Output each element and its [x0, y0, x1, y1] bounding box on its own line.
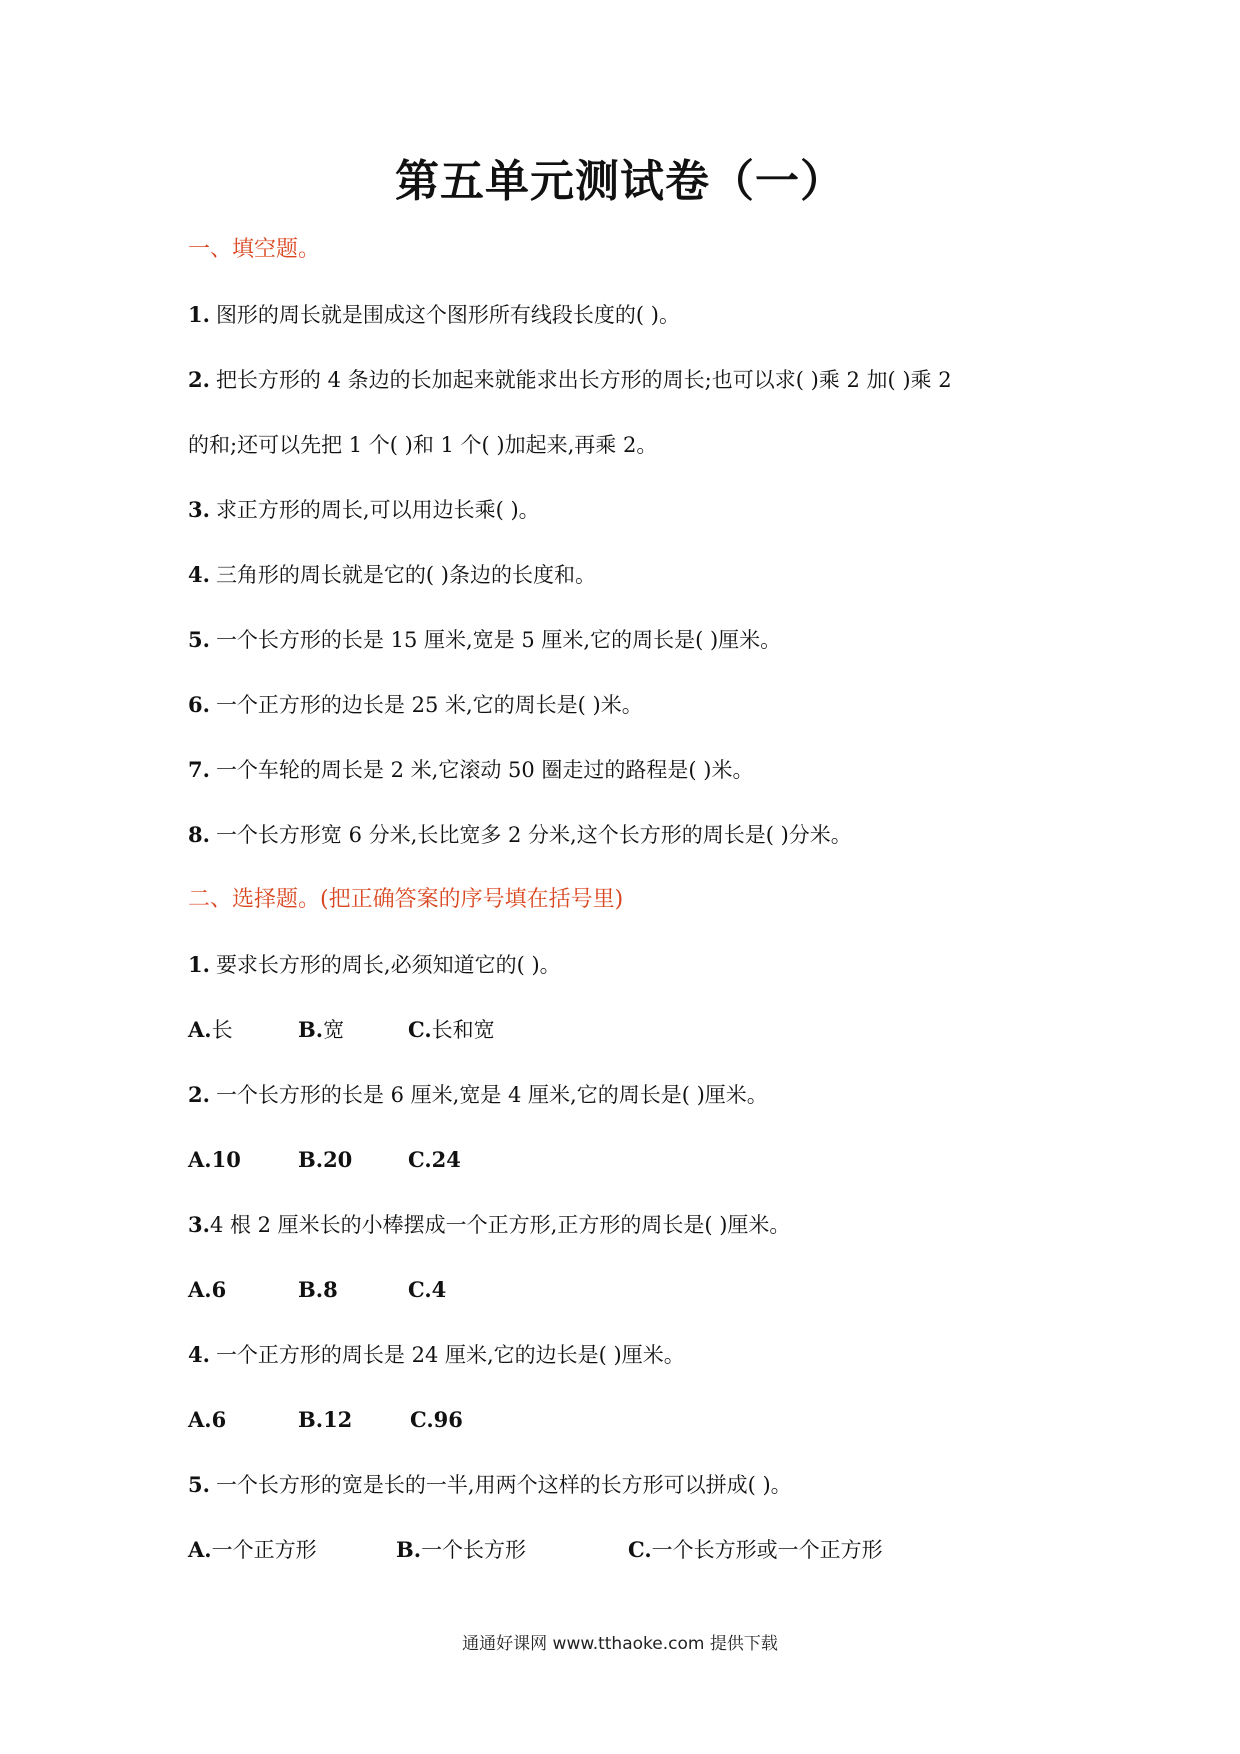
question-text: 一个正方形的周长是 24 厘米,它的边长是( )厘米。: [215, 1343, 685, 1367]
page-title: 第五单元测试卷（一）: [395, 156, 845, 207]
choice-question-3: [188, 1209, 790, 1241]
question-text: 一个车轮的周长是 2 米,它滚动 50 圈走过的路程是( )米。: [215, 758, 754, 782]
option-c: C.24: [408, 1147, 461, 1172]
option-b: B.宽: [298, 1017, 345, 1042]
question-text: 求正方形的周长,可以用边长乘( )。: [215, 498, 540, 522]
question-number: 7.: [188, 757, 210, 782]
question-text: 图形的周长就是围成这个图形所有线段长度的( )。: [215, 303, 680, 327]
question-text: 把长方形的 4 条边的长加起来就能求出长方形的周长;也可以求( )乘 2 加( )乘 2: [215, 368, 952, 392]
footer-source: 通通好课网 www.tthaoke.com 提供下载: [462, 1634, 778, 1654]
fill-blank-question-5: [188, 624, 781, 656]
fill-blank-question-7: [188, 754, 753, 786]
question-text: 一个长方形的长是 6 厘米,宽是 4 厘米,它的周长是( )厘米。: [215, 1083, 768, 1107]
question-number: 2.: [188, 1082, 210, 1107]
question-text: 一个长方形的宽是长的一半,用两个这样的长方形可以拼成( )。: [215, 1473, 792, 1497]
option-c: C.4: [408, 1277, 447, 1302]
section-heading-fill-blank: 一、填空题。: [188, 237, 321, 262]
question-number: 2.: [188, 367, 210, 392]
question-number: 1.: [188, 302, 210, 327]
option-b: B.20: [298, 1147, 353, 1172]
option-b: B.一个长方形: [396, 1537, 527, 1562]
question-number: 5.: [188, 1472, 210, 1497]
question-number: 4.: [188, 1342, 210, 1367]
fill-blank-question-2: [188, 364, 952, 396]
option-c: C.96: [410, 1407, 463, 1432]
fill-blank-question-2-continued: [188, 429, 657, 461]
choice-question-5: [188, 1469, 792, 1501]
question-text: 一个正方形的边长是 25 米,它的周长是( )米。: [215, 693, 643, 717]
question-text: 三角形的周长就是它的( )条边的长度和。: [215, 563, 596, 587]
question-number: 3.: [188, 497, 210, 522]
option-b: B.12: [298, 1407, 353, 1432]
question-number: 6.: [188, 692, 210, 717]
question-text: 一个长方形宽 6 分米,长比宽多 2 分米,这个长方形的周长是( )分米。: [215, 823, 852, 847]
fill-blank-question-3: [188, 494, 540, 526]
option-c: C.一个长方形或一个正方形: [628, 1537, 883, 1562]
section-heading-multiple-choice: 二、选择题。(把正确答案的序号填在括号里): [188, 887, 624, 912]
option-a: A.6: [188, 1277, 227, 1302]
question-number: 8.: [188, 822, 210, 847]
question-number: 5.: [188, 627, 210, 652]
fill-blank-question-6: [188, 689, 643, 721]
question-number: 4.: [188, 562, 210, 587]
question-text: 的和;还可以先把 1 个( )和 1 个( )加起来,再乘 2。: [188, 433, 658, 457]
question-number: 1.: [188, 952, 210, 977]
choice-question-2: [188, 1079, 768, 1111]
option-a: A.6: [188, 1407, 227, 1432]
question-text: 要求长方形的周长,必须知道它的( )。: [215, 953, 561, 977]
choice-question-1: [188, 949, 561, 981]
fill-blank-question-1: [188, 299, 680, 331]
option-a: A.长: [188, 1017, 233, 1042]
option-a: A.一个正方形: [188, 1537, 317, 1562]
choice-question-4: [188, 1339, 685, 1371]
question-text: 4 根 2 厘米长的小棒摆成一个正方形,正方形的周长是( )厘米。: [209, 1213, 791, 1237]
question-number: 3.: [188, 1212, 210, 1237]
fill-blank-question-4: [188, 559, 596, 591]
option-b: B.8: [298, 1277, 338, 1302]
question-text: 一个长方形的长是 15 厘米,宽是 5 厘米,它的周长是( )厘米。: [215, 628, 782, 652]
option-a: A.10: [188, 1147, 241, 1172]
option-c: C.长和宽: [408, 1017, 495, 1042]
fill-blank-question-8: [188, 819, 852, 851]
